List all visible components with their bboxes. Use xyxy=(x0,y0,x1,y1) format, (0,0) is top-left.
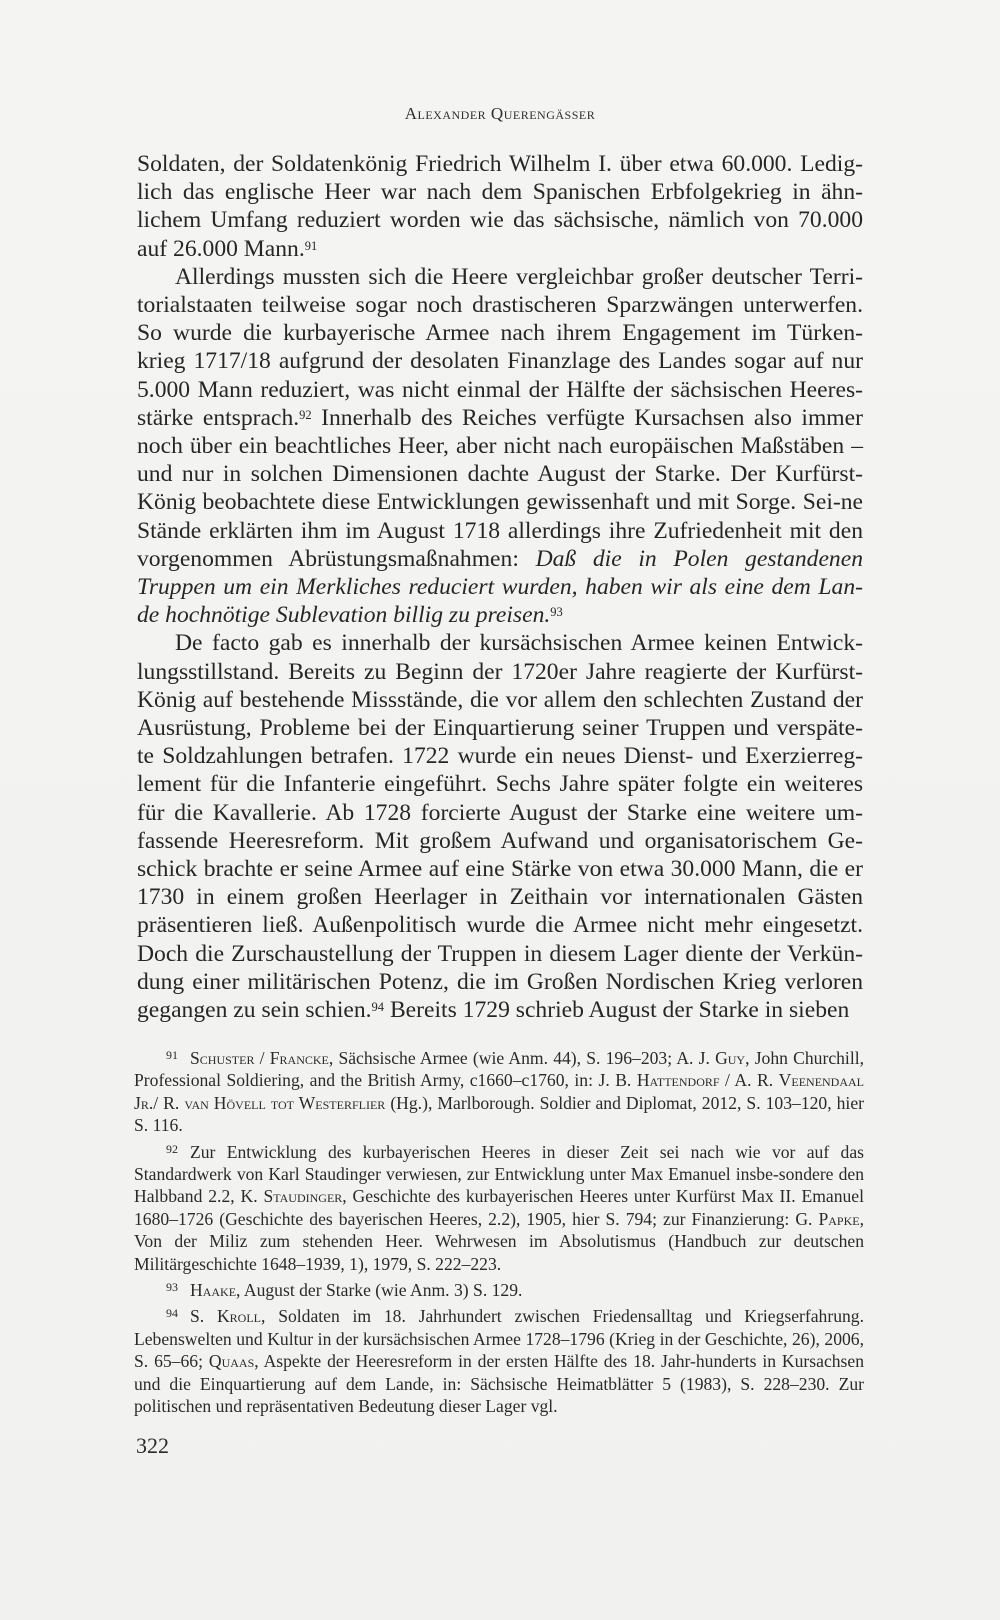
author-name: Hattendorf xyxy=(636,1070,720,1091)
paragraph-2 xyxy=(137,263,863,630)
footnote-ref-93[interactable]: 93 xyxy=(550,605,563,620)
paragraph-2-text-a: Allerdings mussten sich die Heere vergleichbar großer deutscher Terri-torialstaaten teilweise sogar noch drastischeren Sparzwängen unterwerfen. So wurde die kurbayerische Armee nach ihrem Engagement im Türken-krieg 1717/18 aufgrund der desolaten Finanzlage des Landes sogar auf nur 5.000 Mann reduziert, was nicht einmal der Hälfte der sächsischen Heeres-stärke entsprach. xyxy=(137,263,863,431)
footnote-94 xyxy=(134,1305,864,1417)
paragraph-3 xyxy=(137,629,863,1024)
footnote-ref-92[interactable]: 92 xyxy=(299,407,312,422)
footnote-number: 94 xyxy=(166,1306,178,1321)
running-head: Alexander Querengässer xyxy=(404,104,596,123)
footnote-text: / R. xyxy=(153,1092,185,1113)
paragraph-1 xyxy=(137,150,863,263)
main-text xyxy=(137,150,863,1024)
footnote-text: (Hg.), Marlborough. Soldier and Diplomat, 2012, S. 103–120, hier S. 116. xyxy=(134,1092,864,1136)
footnotes xyxy=(134,1047,864,1422)
footnote-text: , Sächsische Armee (wie Anm. 44), S. 196–203; A. J. xyxy=(328,1048,716,1068)
author-name: van Hövell tot Westerflier xyxy=(184,1092,386,1113)
footnote-number: 93 xyxy=(166,1280,178,1295)
footnote-ref-94[interactable]: 94 xyxy=(371,1000,385,1015)
page-number: 322 xyxy=(136,1433,169,1458)
footnote-ref-91[interactable]: 91 xyxy=(304,238,318,253)
author-name: Veenendaal Jr. xyxy=(134,1070,865,1113)
footnote-text: S. xyxy=(190,1306,217,1327)
footnote-92 xyxy=(134,1141,864,1275)
author-name: Papke xyxy=(818,1208,860,1229)
author-name: Haake xyxy=(190,1280,237,1301)
footnote-91 xyxy=(134,1047,864,1137)
paragraph-2-text-b: Innerhalb des Reiches verfügte Kursachsen also immer noch über ein beachtliches Heer, aber nicht nach europäischen Maßstäben – und nur in solchen Dimensionen dachte August der Starke. Der Kurfürst-König beobachtete diese Entwicklungen gewissenhaft und mit Sorge. Sei-ne Stände erklärten ihm im August 1718 allerdings ihre Zufriedenheit mit den vorgenommen Abrüstungsmaßnahmen: xyxy=(137,404,863,572)
footnote-number: 91 xyxy=(166,1048,178,1062)
footnote-text: , Geschichte des kurbayerischen Heeres unter Kurfürst Max II. Emanuel 1680–1726 (Geschichte des bayerischen Heeres, 2.2), 1905, hier S. 794; zur Finanzierung: G. xyxy=(134,1186,864,1229)
author-name: Guy xyxy=(715,1048,746,1068)
footnote-number: 92 xyxy=(166,1141,178,1156)
paragraph-2-quote: Daß die in Polen gestandenen Truppen um ein Merkliches reduciert wurden, haben wir als eine dem Lan-de hochnötige Sublevation billig zu preisen. xyxy=(137,545,863,629)
paragraph-1-text: Soldaten, der Soldatenkönig Friedrich Wilhelm I. über etwa 60.000. Ledig-lich das englische Heer war nach dem Spanischen Erbfolgekrieg in ähn-lichem Umfang reduziert worden wie das sächsische, nämlich von 70.000 auf 26.000 Mann. xyxy=(137,151,863,262)
author-name: Kroll xyxy=(216,1306,262,1327)
paragraph-3-text-b: Bereits 1729 schrieb August der Starke in sieben xyxy=(384,997,850,1024)
author-name: Quaas xyxy=(208,1351,255,1372)
footnote-93 xyxy=(134,1279,864,1301)
footnote-text: , August der Starke (wie Anm. 3) S. 129. xyxy=(236,1280,523,1301)
author-name: Staudinger xyxy=(263,1186,343,1207)
footnote-text: , John Churchill, Professional Soldiering, and the British Army, c1660–c1760, in: J. B. xyxy=(134,1048,864,1091)
footnote-text: / A. R. xyxy=(719,1070,779,1091)
paragraph-3-text-a: De facto gab es innerhalb der kursächsischen Armee keinen Entwick-lungsstillstand. Bereits zu Beginn der 1720er Jahre reagierte der Kurfürst-König auf bestehende Missstände, die vor allem den schlechten Zustand der Ausrüstung, Probleme bei der Einquartierung seiner Truppen und verspäte-te Soldzahlungen betrafen. 1722 wurde ein neues Dienst- und Exerzierreg-lement für die Infanterie eingeführt. Sechs Jahre später folgte ein weiteres für die Kavallerie. Ab 1728 forcierte August der Starke eine weitere um-fassende Heeresreform. Mit großem Aufwand und organisatorischem Ge-schick brachte er seine Armee auf eine Stärke von etwa 30.000 Mann, die er 1730 in einem großen Heerlager in Zeithain vor internationalen Gästen präsentieren ließ. Außenpolitisch wurde die Armee nicht mehr eingesetzt. Doch die Zurschaustellung der Truppen in diesem Lager diente der Verkün-dung einer militärischen Potenz, die im Großen Nordischen Krieg verloren gegangen zu sein schien. xyxy=(137,630,863,1024)
footnote-text: Zur Entwicklung des kurbayerischen Heeres in dieser Zeit sei nach wie vor auf das Standardwerk von Karl Staudinger verwiesen, zur Entwicklung unter Max Emanuel insbe-sondere den Halbband 2.2, K. xyxy=(134,1141,864,1207)
footnote-text: , Soldaten im 18. Jahrhundert zwischen Friedensalltag und Kriegserfahrung. Lebenswelten und Kultur in der kursächsischen Armee 1728–1796 (Krieg in der Geschichte, 26), 2006, S. 65–66; xyxy=(134,1306,864,1372)
author-name: Schuster / Francke xyxy=(190,1048,329,1068)
footnote-text: , Aspekte der Heeresreform in der ersten Hälfte des 18. Jahr-hunderts in Kursachsen und die Einquartierung auf dem Lande, in: Sächsische Heimatblätter 5 (1983), S. 228–230. Zur politischen und repräsentativen Bedeutung dieser Lager vgl. xyxy=(134,1351,864,1417)
footnote-text: , Von der Miliz zum stehenden Heer. Wehrwesen im Absolutismus (Handbuch zur deutschen Militärgeschichte 1648–1939, 1), 1979, S. 222–223. xyxy=(134,1208,864,1274)
